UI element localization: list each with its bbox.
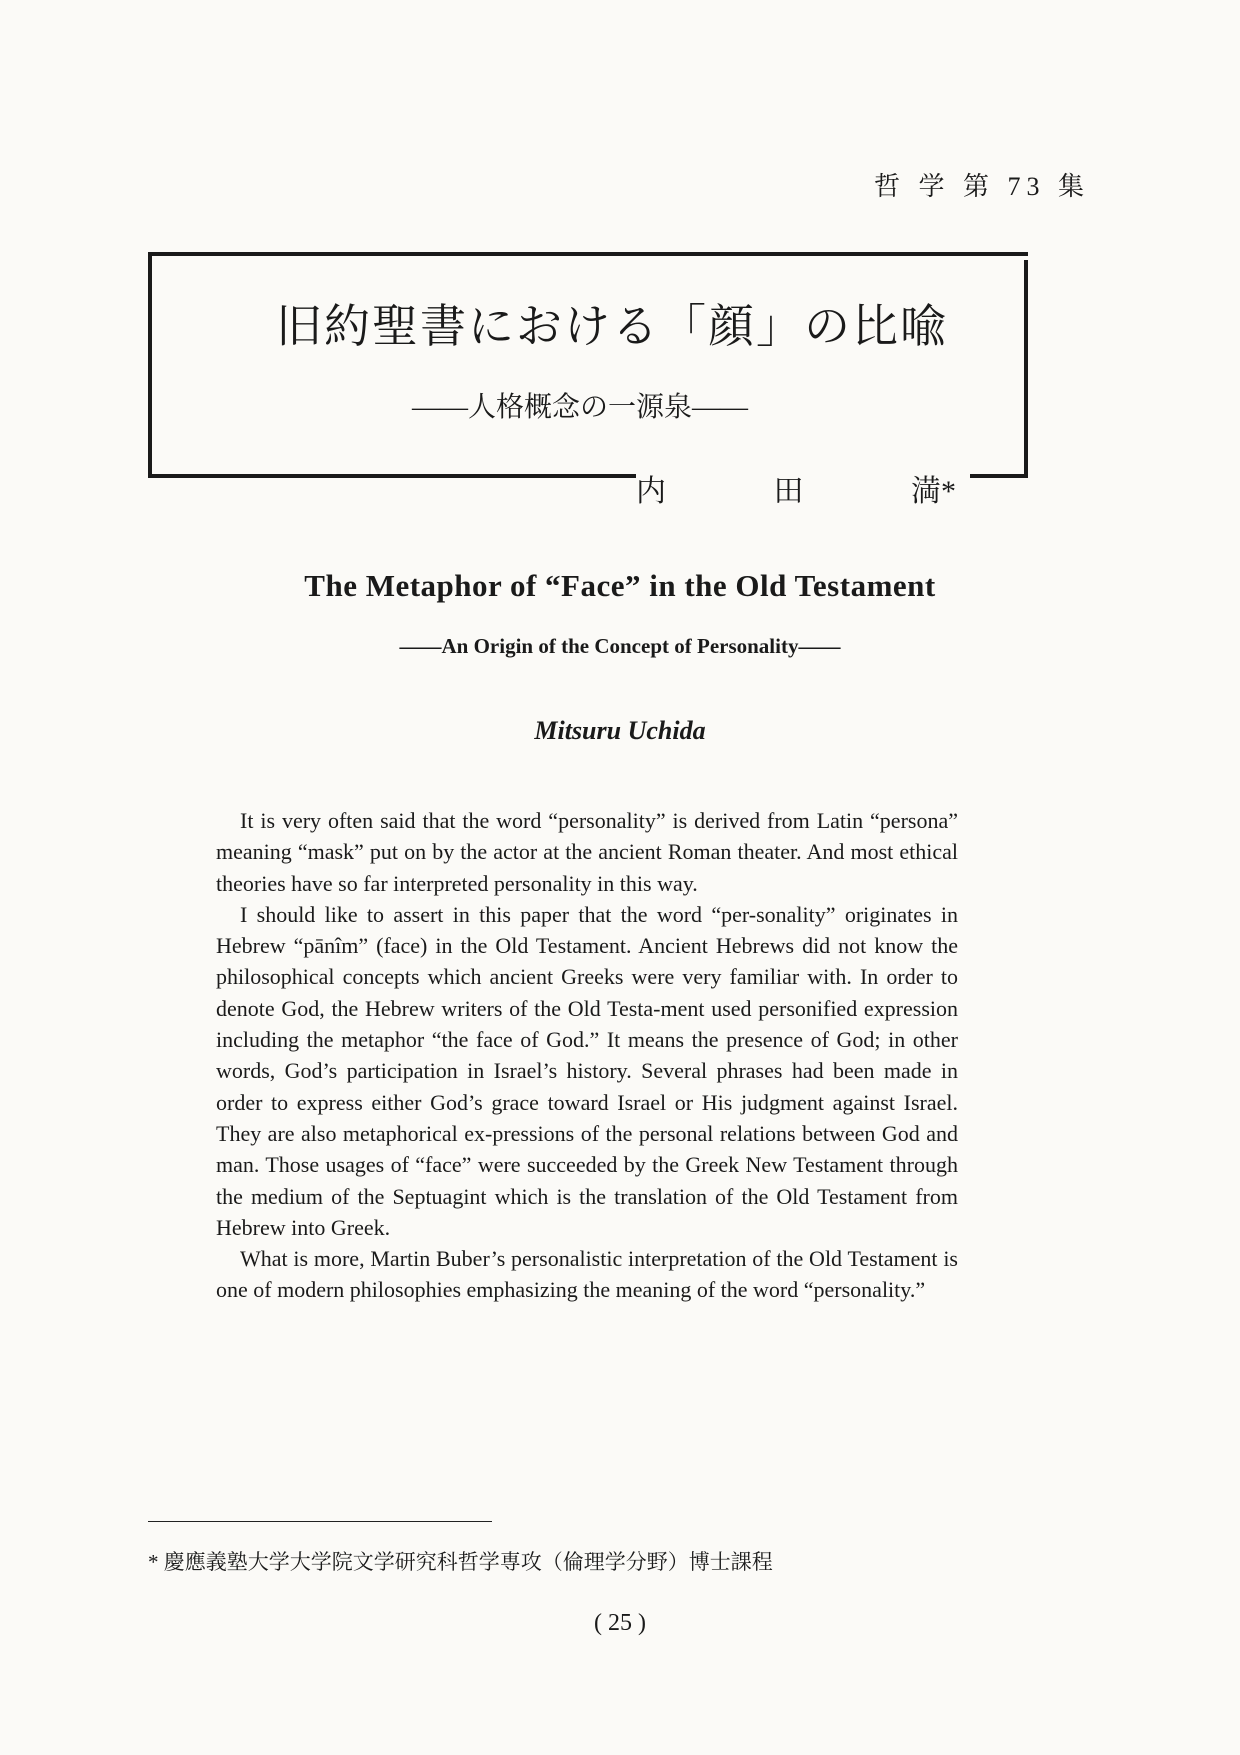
frame-bottom-rule-right [970, 474, 1028, 478]
frame-bottom-rule-left [148, 474, 636, 478]
footnote-divider [148, 1521, 492, 1522]
footnote: * 慶應義塾大学大学院文学研究科哲学専攻（倫理学分野）博士課程 [148, 1550, 773, 1574]
frame-top-rule [148, 252, 1028, 256]
journal-header: 哲 学 第 73 集 [873, 172, 1090, 201]
english-author: Mitsuru Uchida [534, 716, 706, 745]
page-number: ( 25 ) [594, 1610, 646, 1636]
author-name-part: 内 [636, 475, 666, 508]
frame-left-rule [148, 252, 152, 478]
author-name-part: 田 [773, 475, 804, 508]
japanese-title: 旧約聖書における「顔」の比喩 [276, 301, 948, 352]
frame-right-rule [1024, 260, 1028, 478]
abstract-paragraph: It is very often said that the word “personality” is derived from Latin “persona” meaning “mask” put on by the actor at the ancient Roman theater. And most ethical theories have so far interpreted personality in this way. [216, 808, 958, 896]
english-title: The Metaphor of “Face” in the Old Testament [304, 568, 936, 603]
japanese-subtitle: ——人格概念の一源泉—— [411, 392, 748, 423]
title-frame [148, 252, 1028, 478]
author-name-part: 満* [911, 475, 956, 508]
abstract [216, 805, 958, 1306]
abstract-paragraph: What is more, Martin Buber’s personalistic interpretation of the Old Testament is one of modern philosophies emphasizing the meaning of the word “personality.” [216, 1246, 958, 1303]
japanese-author [636, 466, 956, 510]
abstract-paragraph: I should like to assert in this paper that the word “per-sonality” originates in Hebrew “pānîm” (face) in the Old Testament. Ancient Hebrews did not know the philosophical concepts which ancient Greeks were very familiar with. In order to denote God, the Hebrew writers of the Old Testa-ment used personified expression including the metaphor “the face of God.” It means the presence of God; in other words, God’s participation in Israel’s history. Several phrases had been made in order to express either God’s grace toward Israel or His judgment against Israel. They are also metaphorical ex-pressions of the personal relations between God and man. Those usages of “face” were succeeded by the Greek New Testament through the medium of the Septuagint which is the translation of the Old Testament from Hebrew into Greek. [216, 901, 958, 1240]
english-subtitle: ——An Origin of the Concept of Personality—— [399, 634, 841, 658]
